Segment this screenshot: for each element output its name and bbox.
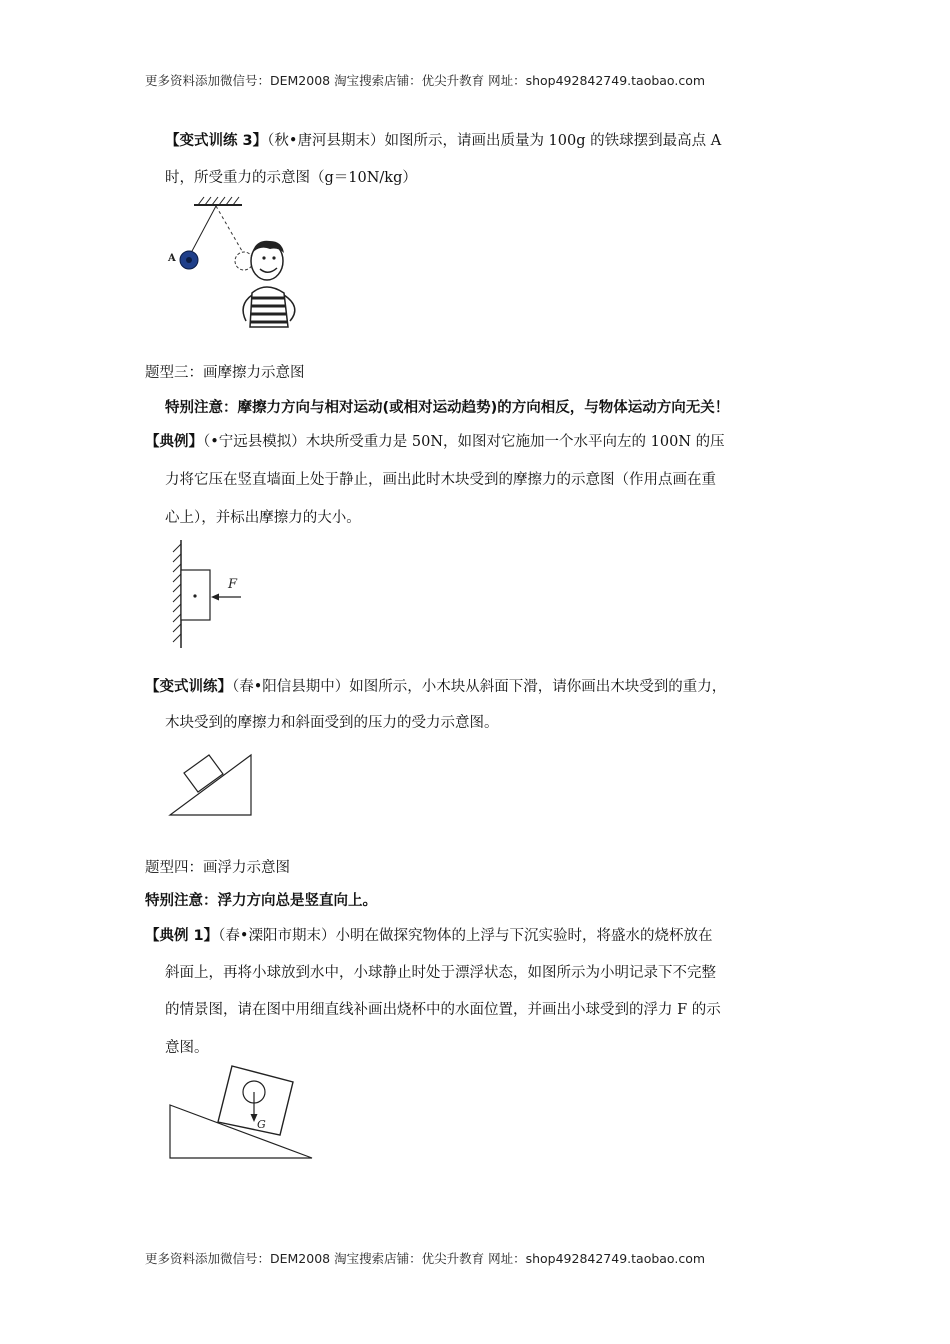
pendulum-figure xyxy=(160,195,330,335)
question-text: （春•溧阳市期末）小明在做探究物体的上浮与下沉实验时，将盛水的烧杯放在 xyxy=(218,928,713,944)
section-4-note: 特别注意：浮力方向总是竖直向上。 xyxy=(145,893,377,909)
section-4-title: 题型四：画浮力示意图 xyxy=(145,860,290,876)
section-3-note: 特别注意：摩擦力方向与相对运动(或相对运动趋势)的方向相反，与物体运动方向无关！ xyxy=(165,400,730,416)
point-a-label: A xyxy=(168,253,176,264)
question-text: （•宁远县模拟）木块所受重力是 50N，如图对它施加一个水平向左的 100N 的压 xyxy=(203,434,725,450)
question-4-line-4: 意图。 xyxy=(165,1040,209,1056)
question-4-line-1 xyxy=(145,924,712,945)
question-1-line-2: 时，所受重力的示意图（g＝10N/kg） xyxy=(165,170,417,186)
incline-block-figure xyxy=(165,745,260,820)
page-header: 更多资料添加微信号：DEM2008 淘宝搜索店铺：优尖升教育 网址：shop492842749.taobao.com xyxy=(145,73,706,88)
question-3-line-2: 木块受到的摩擦力和斜面受到的压力的受力示意图。 xyxy=(165,715,499,731)
question-1-line-1 xyxy=(165,129,721,150)
question-tag: 【典例 1】 xyxy=(145,928,219,944)
question-tag: 【变式训练】 xyxy=(145,679,232,695)
section-3-title: 题型三：画摩擦力示意图 xyxy=(145,365,305,381)
question-2-line-2: 力将它压在竖直墙面上处于静止，画出此时木块受到的摩擦力的示意图（作用点画在重 xyxy=(165,472,716,488)
question-2-line-1 xyxy=(145,430,725,451)
question-3-line-1 xyxy=(145,675,726,696)
question-tag: 【变式训练 3】 xyxy=(165,133,268,149)
page-footer: 更多资料添加微信号：DEM2008 淘宝搜索店铺：优尖升教育 网址：shop492842749.taobao.com xyxy=(145,1251,706,1266)
question-tag: 【典例】 xyxy=(145,434,203,450)
question-2-line-3: 心上），并标出摩擦力的大小。 xyxy=(165,510,361,526)
question-text: （秋•唐河县期末）如图所示，请画出质量为 100g 的铁球摆到最高点 A xyxy=(267,133,722,149)
question-text: （春•阳信县期中）如图所示，小木块从斜面下滑，请你画出木块受到的重力， xyxy=(232,679,727,695)
force-f-label: F xyxy=(228,577,238,592)
beaker-incline-figure xyxy=(165,1062,320,1164)
question-4-line-3: 的情景图，请在图中用细直线补画出烧杯中的水面位置，并画出小球受到的浮力 F 的示 xyxy=(165,1002,721,1018)
gravity-g-label: G xyxy=(257,1118,266,1131)
question-4-line-2: 斜面上，再将小球放到水中，小球静止时处于漂浮状态，如图所示为小明记录下不完整 xyxy=(165,965,716,981)
wall-block-figure xyxy=(165,538,255,650)
boy-illustration xyxy=(243,241,295,327)
